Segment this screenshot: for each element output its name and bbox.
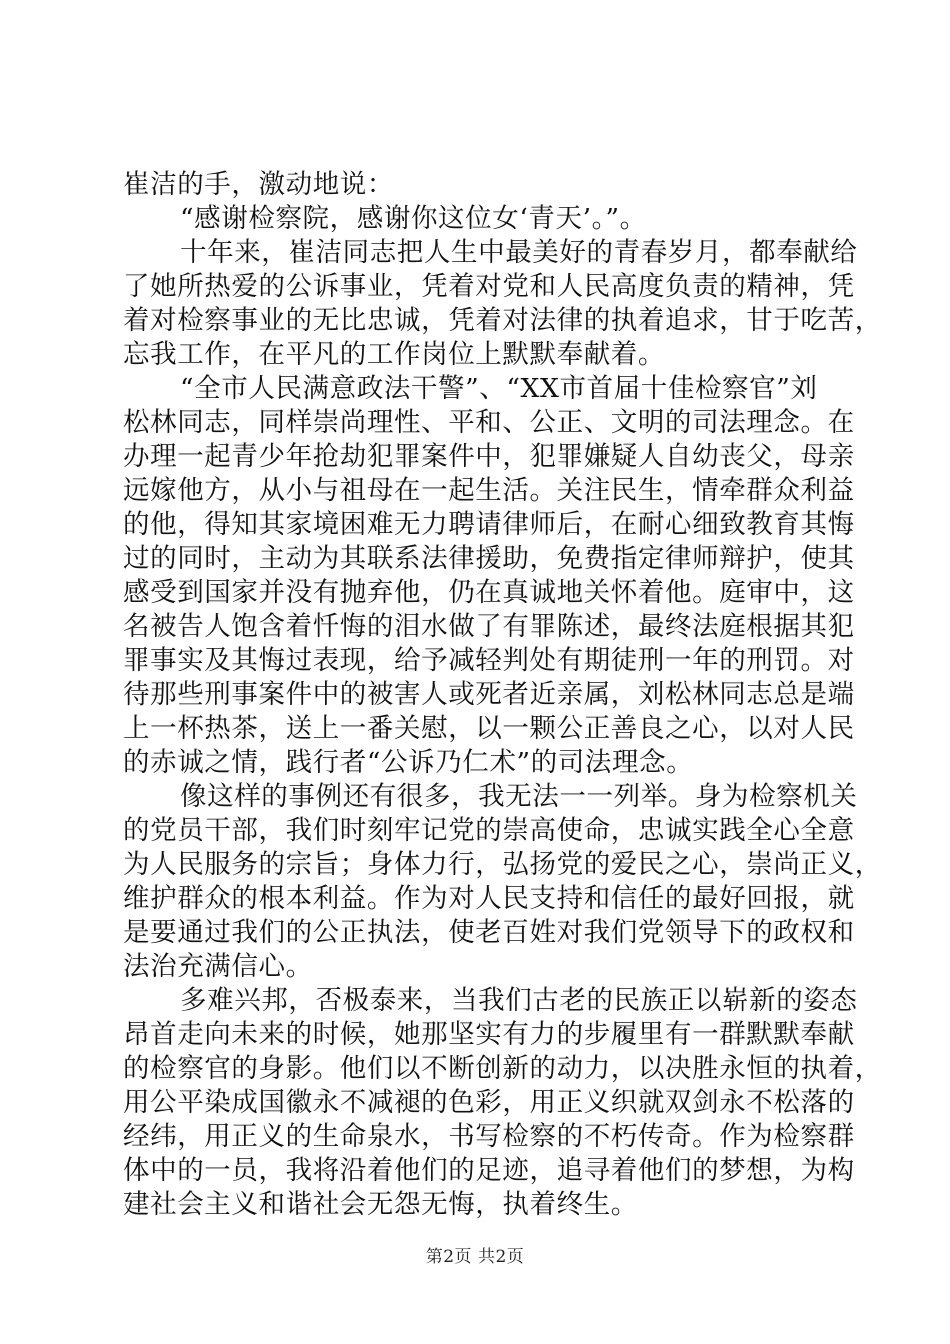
- text-line: 的赤诚之情，践行者“公诉乃仁术”的司法理念。: [123, 747, 694, 778]
- text-line: 待那些刑事案件中的被害人或死者近亲属，刘松林同志总是端: [123, 679, 855, 710]
- text-line: 了她所热爱的公诉事业，凭着对党和人民高度负责的精神，凭: [123, 271, 855, 302]
- text-line: 法治充满信心。: [123, 951, 313, 982]
- text-line: 体中的一员，我将沿着他们的足迹，追寻着他们的梦想，为构: [123, 1155, 855, 1186]
- text-line: 名被告人饱含着忏悔的泪水做了有罪陈述，最终法庭根据其犯: [123, 611, 855, 642]
- text-line: 罪事实及其悔过表现，给予减轻判处有期徒刑一年的刑罚。对: [123, 645, 855, 676]
- text-line: 建社会主义和谐社会无怨无悔，执着终生。: [123, 1189, 638, 1220]
- text-line: 昂首走向未来的时候，她那坚实有力的步履里有一群默默奉献: [123, 1019, 855, 1050]
- text-line: 维护群众的根本利益。作为对人民支持和信任的最好回报，就: [123, 883, 855, 914]
- text-line: “全市人民满意政法干警”、“XX市首届十佳检察官”刘: [180, 373, 818, 404]
- text-line: 崔洁的手，激动地说：: [123, 169, 394, 200]
- text-line: 为人民服务的宗旨；身体力行，弘扬党的爱民之心，崇尚正义，: [123, 849, 882, 880]
- text-line: 经纬，用正义的生命泉水，书写检察的不朽传奇。作为检察群: [123, 1121, 855, 1152]
- text-line: 用公平染成国徽永不减褪的色彩，用正义织就双剑永不松落的: [123, 1087, 855, 1118]
- text-line: 远嫁他方，从小与祖母在一起生活。关注民生，情牵群众利益: [123, 475, 855, 506]
- text-line: 松林同志，同样崇尚理性、平和、公正、文明的司法理念。在: [123, 407, 855, 438]
- text-line: 像这样的事例还有很多，我无法一一列举。身为检察机关: [180, 781, 858, 812]
- text-line: 忘我工作，在平凡的工作岗位上默默奉献着。: [123, 339, 665, 370]
- text-line: 的他，得知其家境困难无力聘请律师后，在耐心细致教育其悔: [123, 509, 855, 540]
- text-line: 的党员干部，我们时刻牢记党的崇高使命，忠诚实践全心全意: [123, 815, 855, 846]
- text-line: 上一杯热茶，送上一番关慰，以一颗公正善良之心，以对人民: [123, 713, 855, 744]
- text-line: 多难兴邦，否极泰来，当我们古老的民族正以崭新的姿态: [180, 985, 858, 1016]
- text-line: 过的同时，主动为其联系法律援助，免费指定律师辩护，使其: [123, 543, 855, 574]
- text-line: 十年来，崔洁同志把人生中最美好的青春岁月，都奉献给: [180, 237, 858, 268]
- text-line: 办理一起青少年抢劫犯罪案件中，犯罪嫌疑人自幼丧父，母亲: [123, 441, 855, 472]
- text-line: 是要通过我们的公正执法，使老百姓对我们党领导下的政权和: [123, 917, 855, 948]
- text-line: “感谢检察院，感谢你这位女‘青天’。”。: [180, 203, 647, 234]
- text-line: 的检察官的身影。他们以不断创新的动力，以决胜永恒的执着，: [123, 1053, 882, 1084]
- text-line: 着对检察事业的无比忠诚，凭着对法律的执着追求，甘于吃苦，: [123, 305, 882, 336]
- text-line: 感受到国家并没有抛弃他，仍在真诚地关怀着他。庭审中，这: [123, 577, 855, 608]
- page-footer: 第2页 共2页: [425, 1247, 525, 1267]
